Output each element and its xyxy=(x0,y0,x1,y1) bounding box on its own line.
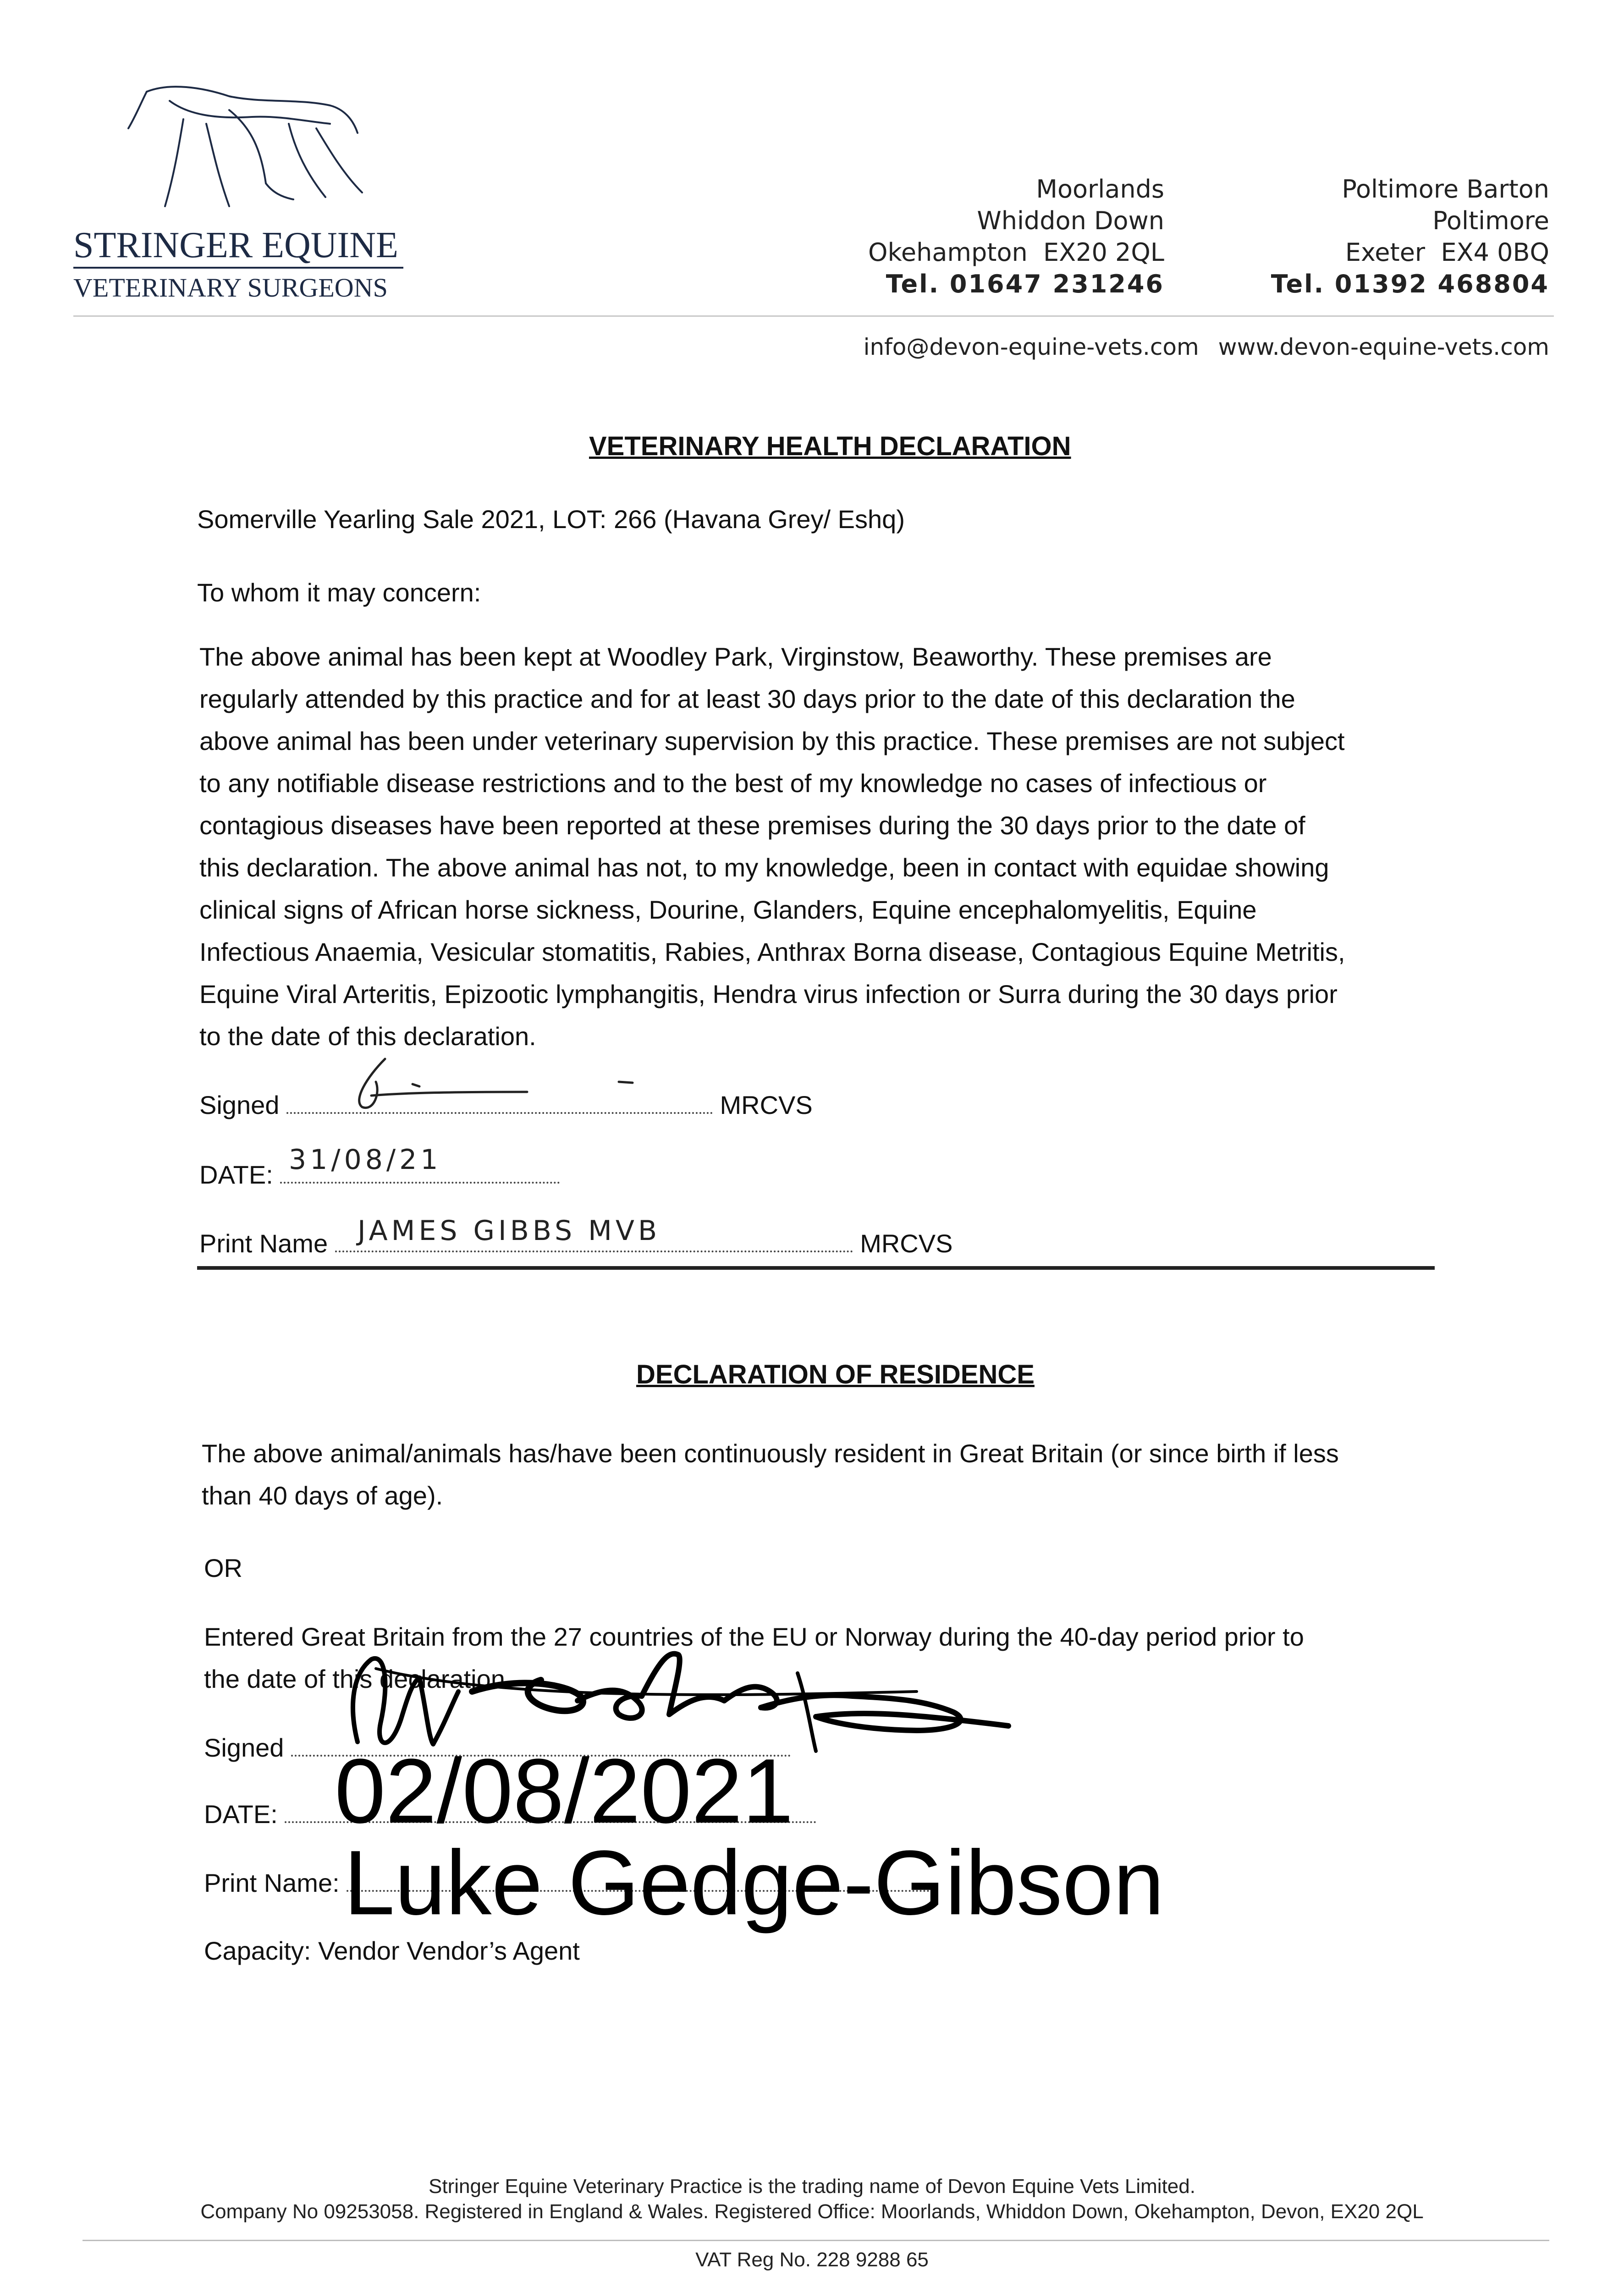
address-line: Moorlands xyxy=(1036,175,1164,204)
body-line: regularly attended by this practice and for at least 30 days prior to the date of this declaration the xyxy=(199,684,1295,713)
residence-declaration-title: DECLARATION OF RESIDENCE xyxy=(636,1360,1035,1389)
brand-subtitle: VETERINARY SURGEONS xyxy=(73,273,388,303)
signed-suffix: MRCVS xyxy=(720,1091,813,1119)
address-line: Exeter EX4 0BQ xyxy=(1345,238,1549,267)
vet-signature-icon xyxy=(335,1050,655,1118)
vet-print-name-value: JAMES GIBBS MVB xyxy=(358,1215,661,1247)
contact-line xyxy=(779,334,1549,360)
address-line: Okehampton EX20 2QL xyxy=(868,238,1164,267)
vendor-print-name-value: Luke Gedge-Gibson xyxy=(344,1832,1165,1934)
website-link[interactable]: www.devon-equine-vets.com xyxy=(1218,334,1549,360)
health-declaration-title: VETERINARY HEALTH DECLARATION xyxy=(589,431,1071,461)
body-line: clinical signs of African horse sickness, Dourine, Glanders, Equine encephalomyelitis, Equine xyxy=(199,895,1257,924)
body-line: to the date of this declaration. xyxy=(199,1022,536,1051)
header-divider xyxy=(73,315,1554,317)
section-divider xyxy=(197,1266,1435,1270)
horse-logo-icon xyxy=(115,73,371,225)
office-phone: Tel. 01647 231246 xyxy=(886,270,1164,298)
address-line: Poltimore Barton xyxy=(1342,175,1549,204)
print-name-label: Print Name xyxy=(199,1229,328,1258)
print-name-suffix: MRCVS xyxy=(860,1229,953,1258)
email-link[interactable]: info@devon-equine-vets.com xyxy=(863,334,1199,360)
body-line: Equine Viral Arteritis, Epizootic lymphangitis, Hendra virus infection or Surra during the 30 days prior xyxy=(199,980,1338,1008)
print-name-label: Print Name: xyxy=(204,1868,340,1897)
office-address-poltimore xyxy=(1128,173,1549,300)
capacity-label: Capacity: Vendor Vendor’s Agent xyxy=(204,1936,580,1965)
address-line: Poltimore xyxy=(1432,206,1549,235)
residence-para-1 xyxy=(202,1432,1339,1517)
brand-divider xyxy=(73,267,403,269)
footer-company-info: Company No 09253058. Registered in England & Wales. Registered Office: Moorlands, Whiddon Down, Okehampton, Devon, EX20 2QL xyxy=(200,2200,1424,2223)
address-line: Whiddon Down xyxy=(977,206,1164,235)
or-label: OR xyxy=(204,1554,242,1582)
body-line: Infectious Anaemia, Vesicular stomatitis, Rabies, Anthrax Borna disease, Contagious Equine Metritis, xyxy=(199,937,1345,966)
footer-divider xyxy=(83,2240,1549,2241)
body-line: Entered Great Britain from the 27 countries of the EU or Norway during the 40-day period prior to xyxy=(204,1622,1304,1651)
brand-name: STRINGER EQUINE xyxy=(73,225,398,265)
body-line: The above animal/animals has/have been continuously resident in Great Britain (or since birth if less xyxy=(202,1439,1339,1468)
sale-line: Somerville Yearling Sale 2021, LOT: 266 (Havana Grey/ Eshq) xyxy=(197,505,905,534)
health-declaration-body xyxy=(199,636,1345,1058)
body-line: the date of this declaration. xyxy=(204,1664,512,1693)
vet-date-value: 31/08/21 xyxy=(289,1144,442,1176)
date-label: DATE: xyxy=(204,1800,278,1829)
body-line: above animal has been under veterinary supervision by this practice. These premises are not subject xyxy=(199,727,1345,755)
salutation: To whom it may concern: xyxy=(197,578,481,607)
office-address-moorlands xyxy=(752,173,1164,300)
footer-vat: VAT Reg No. 228 9288 65 xyxy=(695,2248,929,2271)
date-label: DATE: xyxy=(199,1160,273,1189)
body-line: The above animal has been kept at Woodley Park, Virginstow, Beaworthy. These premises are xyxy=(199,642,1272,671)
footer-trading-name: Stringer Equine Veterinary Practice is the trading name of Devon Equine Vets Limited. xyxy=(429,2175,1195,2198)
body-line: contagious diseases have been reported at these premises during the 30 days prior to the date of xyxy=(199,811,1305,840)
office-phone: Tel. 01392 468804 xyxy=(1271,270,1549,298)
vendor-date-value: 02/08/2021 xyxy=(335,1740,793,1842)
body-line: than 40 days of age). xyxy=(202,1481,443,1510)
body-line: this declaration. The above animal has not, to my knowledge, been in contact with equidae showing xyxy=(199,853,1329,882)
signed-label: Signed xyxy=(204,1733,284,1762)
body-line: to any notifiable disease restrictions and to the best of my knowledge no cases of infectious or xyxy=(199,769,1267,798)
signed-label: Signed xyxy=(199,1091,280,1119)
